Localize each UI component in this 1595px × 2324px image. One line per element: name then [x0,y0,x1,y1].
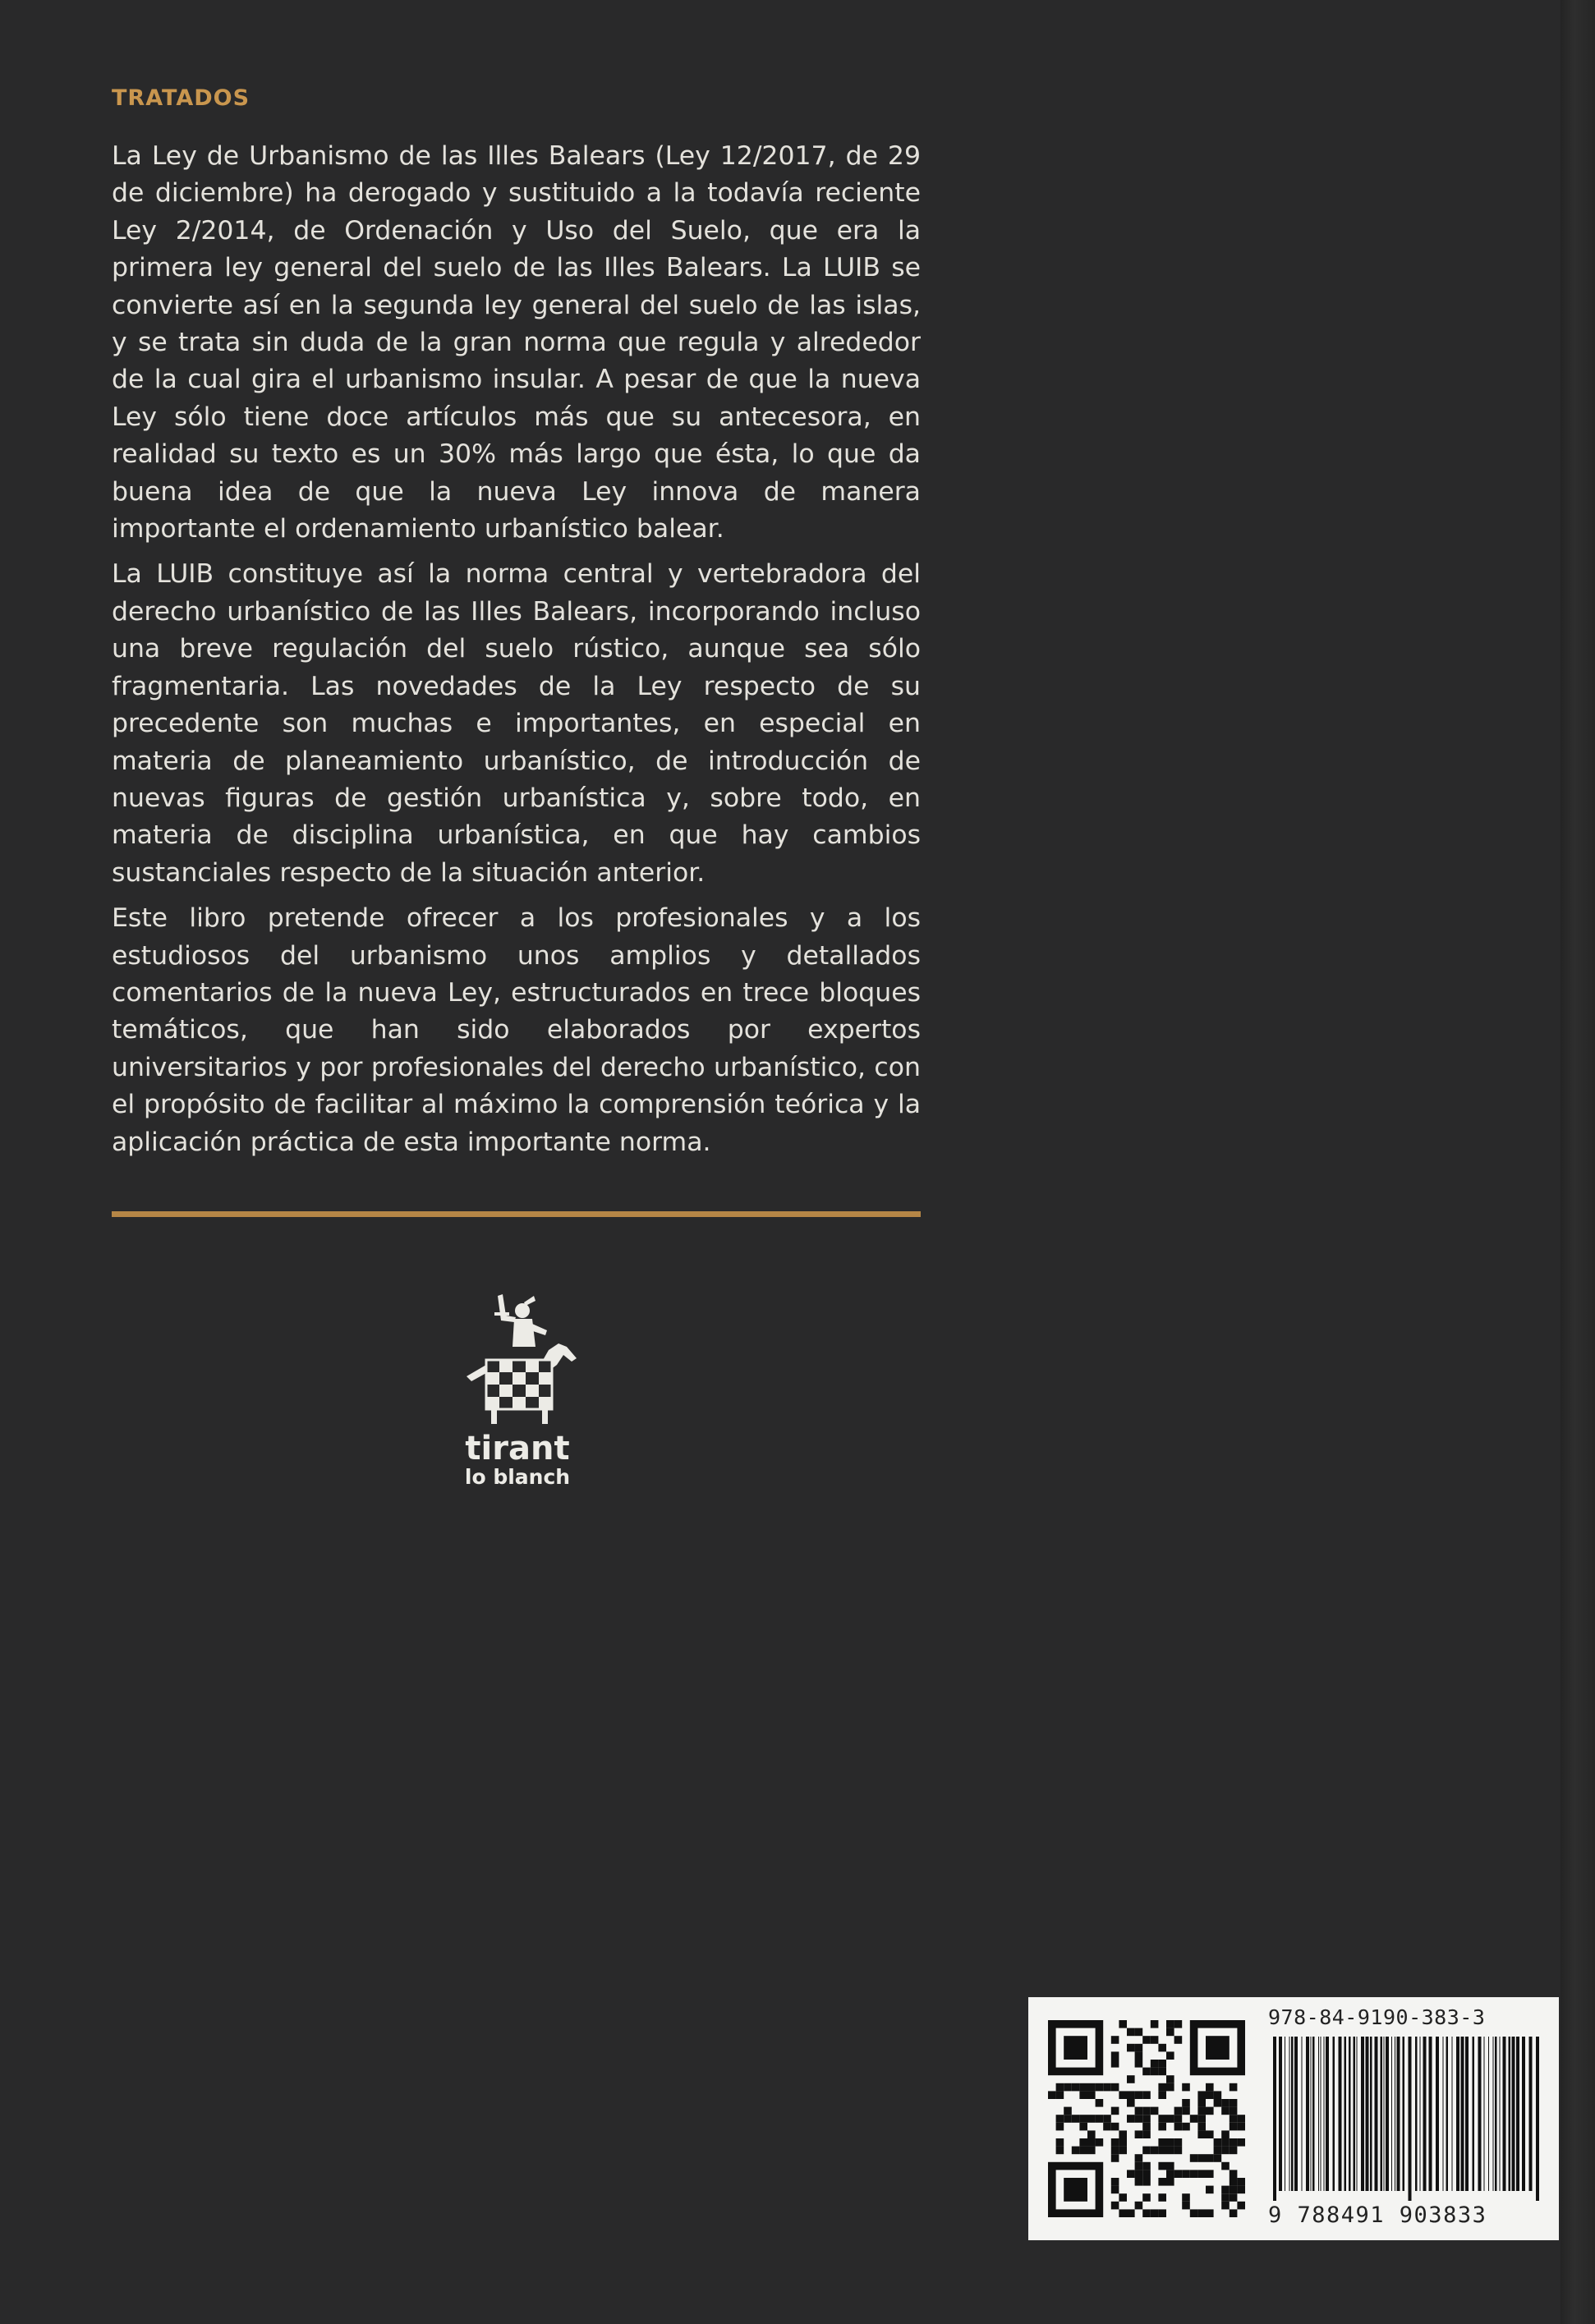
blurb-paragraph-1: La Ley de Urbanismo de las Illes Balears (Ley 12/2017, de 29 de diciembre) ha derogado y sustituido a la todavía reciente Ley 2/2014, de Ordenación y Uso del Suelo, que era la primera ley general del suelo de las Illes Balears. La LUIB se convierte así en la segunda ley general del suelo de las islas, y se trata sin duda de la gran norma que regula y alrededor de la cual gira el urbanismo insular. A pesar de que la nueva Ley sólo tiene doce artículos más que su antecesora, en realidad su texto es un 30% más largo que ésta, lo que da buena idea de que la nueva Ley innova de manera importante el ordenamiento urbanístico balear. [112,141,921,544]
spine-edge [1561,0,1595,2324]
gold-divider [112,1211,921,1217]
qr-code-icon [1048,2020,1245,2217]
barcode-icon [1268,2037,1547,2201]
blurb-paragraph-2: La LUIB constituye así la norma central y vertebradora del derecho urbanístico de las Illes Balears, incorporando incluso una breve regulación del suelo rústico, aunque sea sólo fragmentaria. Las novedades de la Ley respecto de su precedente son muchas e importantes, en especial en materia de planeamiento urbanístico, de introducción de nuevas figuras de gestión urbanística y, sobre todo, en materia de disciplina urbanística, en que hay cambios sustanciales respecto de la situación anterior. [112,559,921,888]
isbn-number: 978-84-9190-383-3 [1268,2005,1486,2029]
isbn-code-panel [1028,1997,1559,2240]
publisher-name: tirant [465,1430,570,1467]
blurb-text [112,138,921,1169]
series-label: TRATADOS [112,85,251,111]
blurb-paragraph-3: Este libro pretende ofrecer a los profesionales y a los estudiosos del urbanismo unos amplios y detallados comentarios de la nueva Ley, estructurados en trece bloques temáticos, que han sido elaborados por expertos universitarios y por profesionales del derecho urbanístico, con el propósito de facilitar al máximo la comprensión teórica y la aplicación práctica de esta importante norma. [112,903,921,1157]
barcode-block [1268,2005,1547,2232]
publisher-subname: lo blanch [464,1465,571,1489]
ean-number: 9 788491 903833 [1268,2202,1487,2228]
